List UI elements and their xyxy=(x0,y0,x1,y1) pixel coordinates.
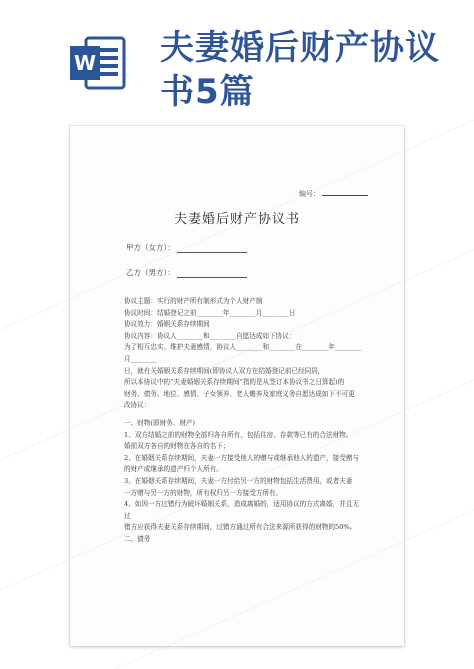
body-line: 协议内容：协议人________和________自愿达成如下协议： xyxy=(124,331,296,340)
body-line: 的财产或继承的遗产归个人所有。 xyxy=(124,465,223,474)
word-icon xyxy=(68,34,126,92)
body-line: 2、在婚姻关系存续期间，夫妻一方接受他人的赠与或继承他人的遗产，接受赠与 xyxy=(124,453,359,462)
document-page xyxy=(70,126,404,646)
body-line: 协议主题：实行的财产所有制形式为个人财产制 xyxy=(124,297,263,305)
banner-title: 夫妻婚后财产协议书5篇 xyxy=(160,28,440,112)
serial-number xyxy=(299,189,368,199)
party-b xyxy=(126,267,247,278)
body-line: 财务、债务、地位、感情、子女领养、老人赡养及家庭义务自愿达成如下不可更 xyxy=(124,389,355,398)
party-a-label: 甲方（女方）： xyxy=(126,243,175,252)
section-heading: 二、债务 xyxy=(124,534,151,543)
body-line: 一方赠与另一方的财物，所有权归另一方接受方所有。 xyxy=(124,488,283,497)
section-heading: 一、财物(即财务、财产) xyxy=(124,418,196,427)
body-line: 婚前双方各自的财物在各自的名下； xyxy=(124,442,230,451)
body-line: 协议效力：婚姻关系存续期间 xyxy=(124,320,210,329)
body-line: 1、双方结婚之前的财物全部归各自所有，包括住房、存款等已有的合法财物。 xyxy=(124,430,353,439)
banner xyxy=(0,0,474,120)
body-line: 错方应获得夫妻关系存续期间，过错方通过所有合法来源所获得的财物的50%。 xyxy=(124,523,357,532)
body-line: 为了相互忠实、维护夫妻感情，协议人________和________在________年________月________ xyxy=(124,343,362,363)
party-b-blank xyxy=(177,277,247,278)
party-a-blank xyxy=(177,252,247,253)
body-line: 4、如因一方过错行为破坏婚姻关系，造成离婚的，适用协议的方式离婚，并且无过 xyxy=(124,500,359,520)
serial-label: 编号： xyxy=(299,190,320,198)
body-line: 所以本协议中的“夫妻婚姻关系存续期间”指的是从签订本协议书之日算起)的 xyxy=(124,378,345,387)
party-b-label: 乙方（男方）： xyxy=(126,268,175,277)
body-line: 改协议： xyxy=(124,401,151,410)
body-line: 3、在婚姻关系存续期间，夫妻一方付给另一方的财物包括生活费用，或者夫妻 xyxy=(124,476,353,485)
svg-text:W: W xyxy=(73,51,97,75)
party-a xyxy=(126,242,247,253)
body-line: 日，就有关婚姻关系存续期间(即协议人双方在结婚登记前已经同居， xyxy=(124,366,325,375)
document-title: 夫妻婚后财产协议书 xyxy=(173,212,300,227)
body-line: 协议时间：结婚登记之前________年________月________日 xyxy=(124,308,296,317)
serial-blank xyxy=(322,195,368,196)
document-body xyxy=(124,296,364,545)
